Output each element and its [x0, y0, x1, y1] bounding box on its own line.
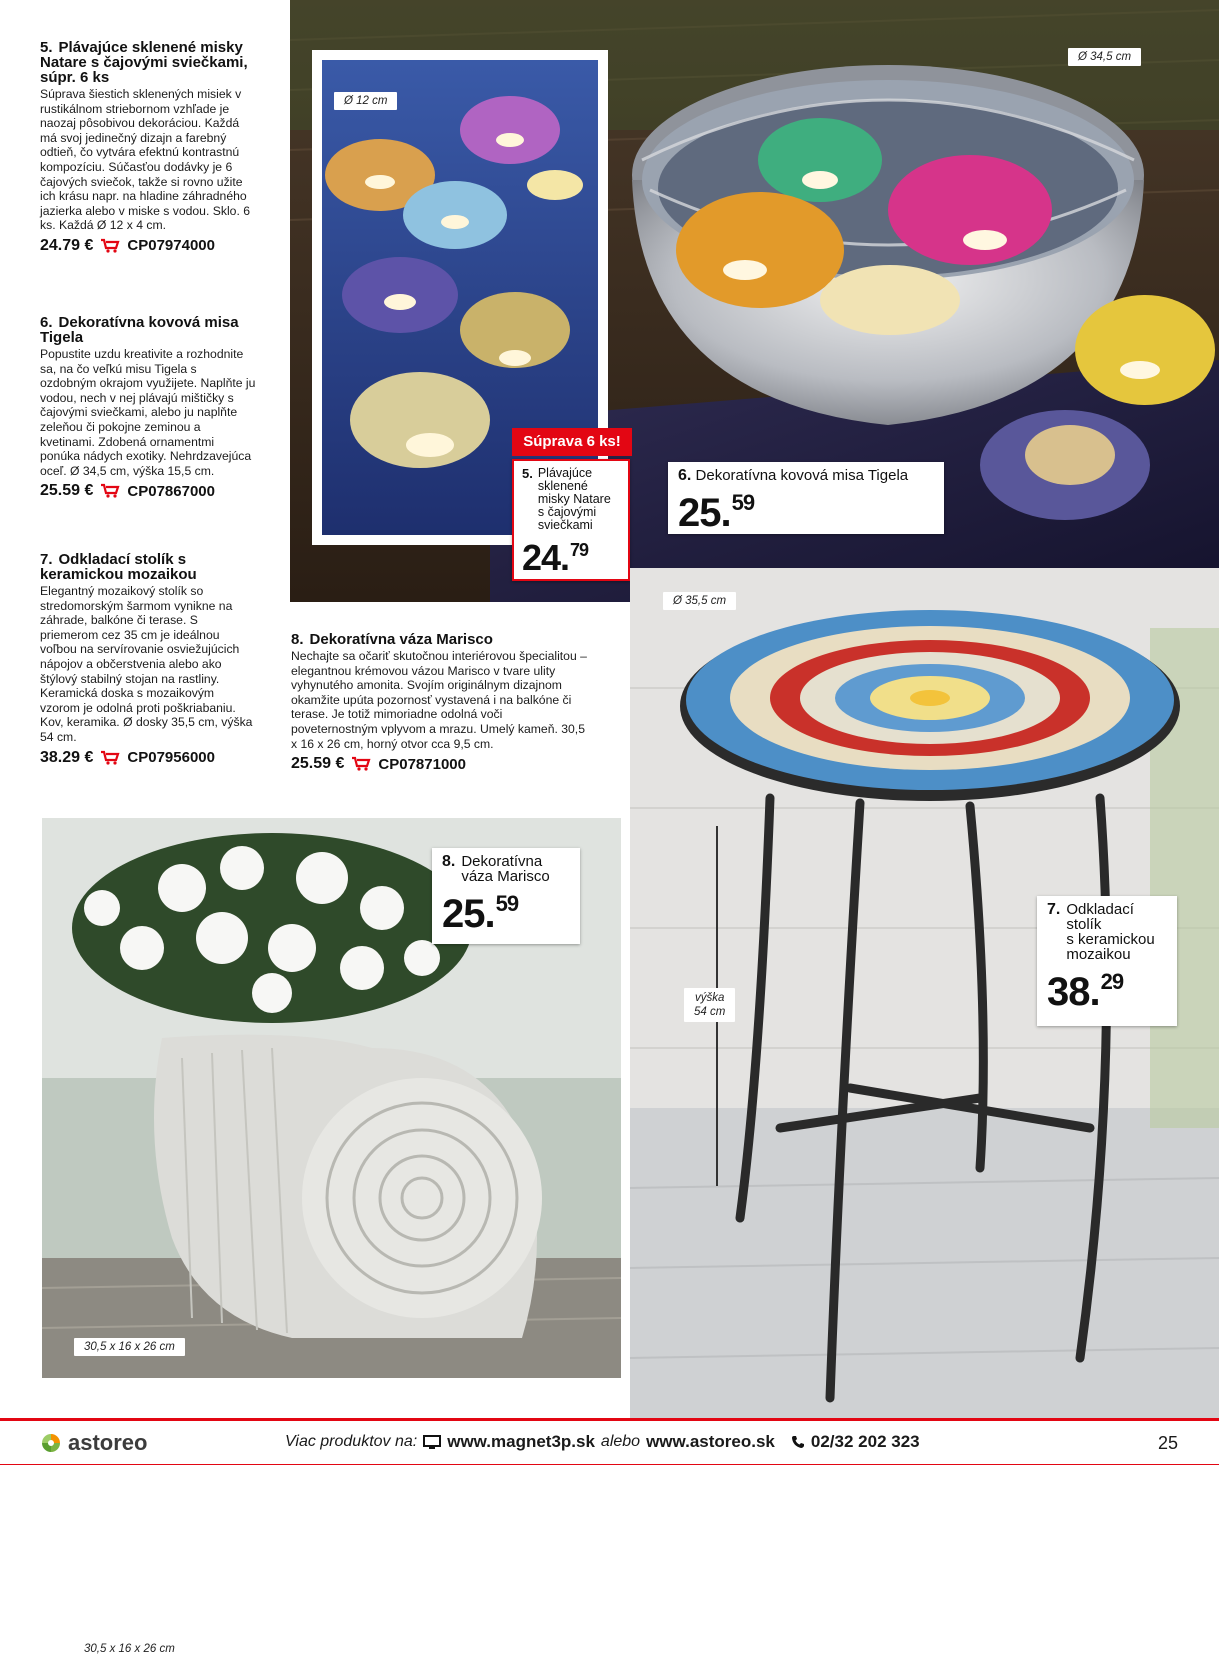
tag-number: 5.: [522, 466, 533, 481]
price-tag-6: [668, 462, 944, 534]
product-5-description: Súprava šiestich sklenených misiek v rustikálnom striebornom vzhľade je naozaj pôsobivou dekoráciou. Každá má svoj jedinečný dizajn a farebný odtieň, čo vytvára efektnú kontrastnú kompozíciu. Súčasťou dodávky je 6 čajových sviečok, takže si rovno užite ich krásu napr. na hladine záhradného jazierka alebo v miske s vodou. Sklo. 6 ks. Každá Ø 12 x 4 cm.: [40, 87, 250, 233]
dimension-label: Ø 35,5 cm: [663, 592, 736, 610]
cart-icon[interactable]: [101, 484, 119, 498]
product-5-text: [40, 40, 256, 255]
product-5-price-row: [40, 237, 256, 255]
product-6-code: CP07867000: [127, 482, 215, 500]
tag-number: 6.: [678, 467, 692, 484]
price-tag-7: [1037, 896, 1177, 1026]
astoreo-logo[interactable]: [40, 1430, 147, 1456]
tag-line: Plávajúce: [537, 466, 593, 480]
product-7-price: 38.29 €: [40, 748, 94, 766]
tag-price: 38.29: [1047, 969, 1124, 1014]
dimension-label: 30,5 x 16 x 26 cm: [74, 1640, 185, 1658]
price-tag-5: [512, 459, 630, 581]
product-6-price-row: [40, 482, 256, 500]
product-7-description: Elegantný mozaikový stolík so stredomorským šarmom vynikne na záhrade, balkóne či terase. S priemerom cez 35 cm je ideálnou voľbou na servírovanie osviežujúcich nápojov a občerstvenia alebo ako štýlový stabilný stojan na rastliny. Keramická doska s mozaikovým vzorom je odolná proti poškriabaniu. Kov, keramika. Ø dosky 35,5 cm, výška 54 cm.: [40, 584, 253, 744]
price-tag-8: [432, 848, 580, 944]
phone-icon: [791, 1435, 805, 1449]
tag-line: mozaikou: [1066, 946, 1131, 963]
product-8-description: Nechajte sa očariť skutočnou interiérovou špecialitou – elegantnou krémovou vázou Marisco v tvare ulity vyhynutého amonita. Svojím originálnym dizajnom okamžite upúta pozornosť vystavená i na balkóne či terase. Je totiž mimoriadne odolná voči poveternostným vplyvom a mrazu. Umelý kameň. 30,5 x 16 x 26 cm, horný otvor cca 9,5 cm.: [291, 649, 587, 751]
tag-line: sklenené: [537, 479, 588, 493]
tag-price: 25.59: [442, 891, 519, 936]
tag-line: váza Marisco: [461, 868, 550, 885]
product-5-price: 24.79 €: [40, 236, 94, 254]
set-badge: Súprava 6 ks!: [512, 428, 632, 456]
more-products-label: Viac produktov na:: [285, 1433, 418, 1450]
astoreo-logo-icon: [40, 1432, 62, 1454]
product-7-price-row: [40, 749, 256, 767]
tag-price: 25.59: [678, 490, 755, 535]
height-label: výška 54 cm: [684, 988, 735, 1022]
tag-line: s keramickou: [1066, 931, 1155, 948]
tag-line: Odkladací: [1066, 901, 1134, 918]
product-8-price-row: [291, 755, 591, 773]
cart-icon[interactable]: [101, 751, 119, 765]
tag-line: sviečkami: [537, 518, 593, 532]
tag-number: 8.: [442, 853, 456, 870]
tag-line: stolík: [1066, 916, 1102, 933]
product-6-text: [40, 315, 256, 500]
product-7-title: 7. Odkladací stolík s keramickou mozaikou: [40, 551, 197, 583]
product-5-code: CP07974000: [127, 237, 215, 255]
product-6-price: 25.59 €: [40, 482, 94, 500]
tag-number: 7.: [1047, 901, 1061, 918]
dimension-label: 30,5 x 16 x 26 cm: [74, 1338, 185, 1356]
dimension-label: Ø 34,5 cm: [1068, 48, 1141, 66]
logo-text: astoreo: [68, 1430, 148, 1455]
phone-number[interactable]: 02/32 202 323: [810, 1432, 920, 1451]
product-8-text: [291, 632, 591, 773]
product-6-description: Popustite uzdu kreativite a rozhodnite sa, na čo veľkú misu Tigela s ozdobným okrajom využijete. Naplňte ju vodou, nech v nej plávajú mištičky s čajovými sviečkami, alebo ju naplňte zeleňou či pokojne zeminou a kvetinami. Zdobená ornamentmi ponúka nádych exotiky. Nehrdzavejúca oceľ. Ø 34,5 cm, výška 15,5 cm.: [40, 347, 256, 478]
cart-icon[interactable]: [352, 757, 370, 771]
or-label: alebo: [600, 1433, 641, 1450]
tag-line: Dekoratívna: [461, 853, 543, 870]
tag-title: Dekoratívna kovová misa Tigela: [695, 467, 909, 484]
tag-line: misky Natare: [537, 492, 611, 506]
product-7-code: CP07956000: [127, 749, 215, 767]
product-8-title: 8. Dekoratívna váza Marisco: [291, 631, 493, 648]
product-8-code: CP07871000: [378, 755, 466, 773]
website-link-astoreo[interactable]: www.astoreo.sk: [646, 1432, 775, 1451]
footer: [0, 1466, 1219, 1480]
cart-icon[interactable]: [101, 239, 119, 253]
monitor-icon: [423, 1435, 441, 1450]
tag-line: s čajovými: [537, 505, 597, 519]
product-5-title: 5. Plávajúce sklenené misky Natare s čajovými sviečkami, súpr. 6 ks: [40, 39, 248, 86]
website-link-magnet3p[interactable]: www.magnet3p.sk: [447, 1432, 595, 1451]
dimension-label: Ø 12 cm: [334, 92, 397, 110]
footer-bar: [0, 1418, 1219, 1464]
footer-contacts: [285, 1432, 920, 1452]
product-8-price: 25.59 €: [291, 755, 345, 773]
tag-price: 24.79: [522, 537, 589, 578]
product-6-title: 6. Dekoratívna kovová misa Tigela: [40, 314, 239, 346]
page-number: 25: [1158, 1433, 1179, 1453]
footer-divider: [0, 1464, 1219, 1465]
product-7-text: [40, 552, 256, 767]
